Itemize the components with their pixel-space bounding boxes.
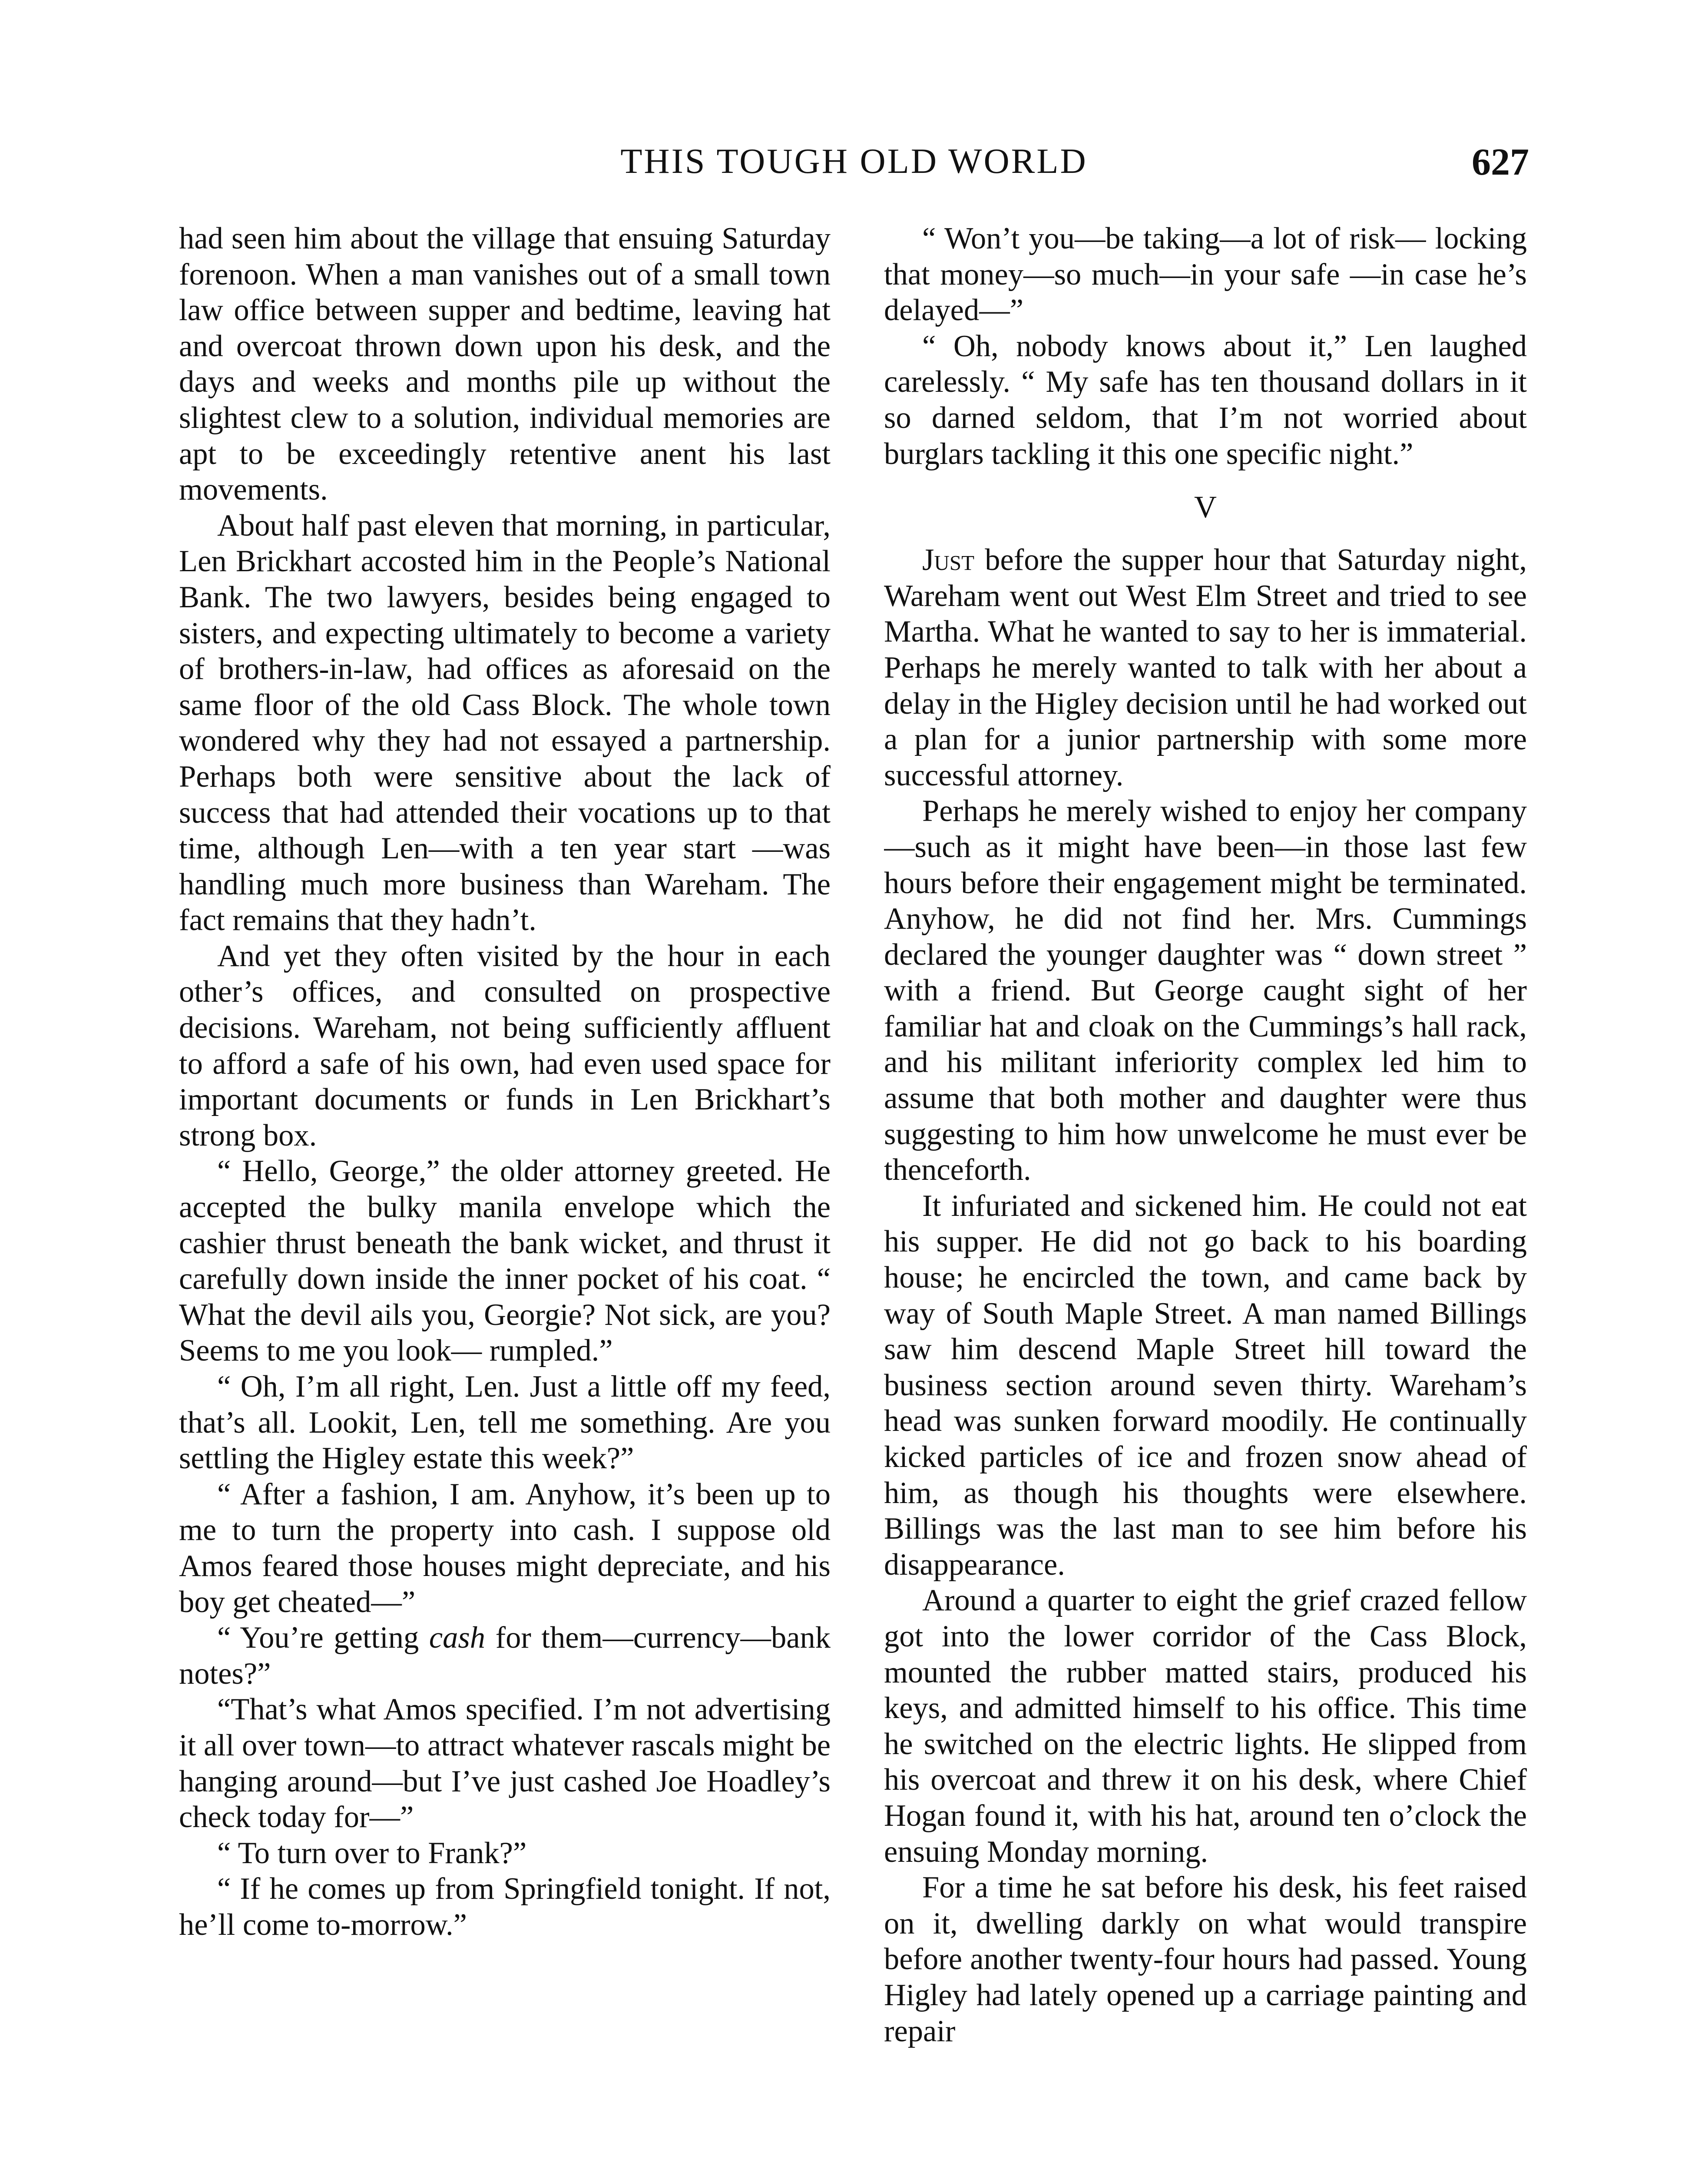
section-heading: V bbox=[1194, 490, 1217, 525]
paragraph-text: for them—currency—bank notes?” bbox=[179, 1621, 831, 1691]
right-column bbox=[884, 221, 1527, 2172]
paragraph: “ If he comes up from Springfield tonight. If not, he’ll come to-morrow.” bbox=[179, 1872, 831, 1942]
paragraph: Perhaps he merely wished to enjoy her company—such as it might have been—in those last few hours before their engagement might be terminated. Anyhow, he did not find her. Mrs. Cummings declared the younger daughter was “ down street ” with a friend. But George caught sight of her familiar hat and cloak on the Cummings’s hall rack, and his militant inferiority complex led him to assume that both mother and daughter were thus suggesting to him how unwelcome he must ever be thenceforth. bbox=[884, 794, 1527, 1187]
paragraph: “ Hello, George,” the older attorney greeted. He accepted the bulky manila envelope which the cashier thrust beneath the bank wicket, and thrust it carefully down inside the inner pocket of his coat. “ What the devil ails you, Georgie? Not sick, are you? Seems to me you look— rumpled.” bbox=[179, 1154, 831, 1368]
paragraph-text: “ You’re getting bbox=[217, 1621, 429, 1655]
paragraph: “ After a fashion, I am. Anyhow, it’s been up to me to turn the property into cash. I suppose old Amos feared those houses might depreciate, and his boy get cheated—” bbox=[179, 1477, 831, 1619]
emphasis-text: cash bbox=[429, 1621, 486, 1655]
paragraph bbox=[884, 542, 1527, 793]
paragraph: And yet they often visited by the hour in each other’s offices, and consulted on prospective decisions. Wareham, not being sufficiently affluent to afford a safe of his own, had even used space for important documents or funds in Len Brickhart’s strong box. bbox=[179, 939, 831, 1152]
paragraph: had seen him about the village that ensuing Saturday forenoon. When a man vanishes out of a small town law office between supper and bedtime, leaving hat and overcoat thrown down upon his desk, and the days and weeks and months pile up without the slightest clew to a solution, individual memories are apt to be exceedingly retentive anent his last movements. bbox=[179, 222, 831, 507]
paragraph: About half past eleven that morning, in particular, Len Brickhart accosted him in the People’s National Bank. The two lawyers, besides being engaged to sisters, and expecting ultimately to become a variety of brothers-in-law, had offices as aforesaid on the same floor of the old Cass Block. The whole town wondered why they had not essayed a partnership. Perhaps both were sensitive about the lack of success that had attended their vocations up to that time, although Len—with a ten year start —was handling much more business than Wareham. The fact remains that they hadn’t. bbox=[179, 508, 831, 937]
paragraph: For a time he sat before his desk, his feet raised on it, dwelling darkly on what would transpire before another twenty-four hours had passed. Young Higley had lately opened up a carriage painting and repair bbox=[884, 1871, 1527, 2048]
paragraph: “ Oh, nobody knows about it,” Len laughed carelessly. “ My safe has ten thousand dollars in it so darned seldom, that I’m not worried about burglars tackling it this one specific night.” bbox=[884, 329, 1527, 471]
left-column bbox=[179, 221, 831, 2172]
lead-in-text: Just bbox=[922, 543, 975, 577]
paragraph bbox=[179, 1620, 831, 1692]
paragraph: “ Oh, I’m all right, Len. Just a little off my feed, that’s all. Lookit, Len, tell me something. Are you settling the Higley estate this week?” bbox=[179, 1370, 831, 1476]
running-title: THIS TOUGH OLD WORLD bbox=[620, 141, 1088, 181]
paragraph: “That’s what Amos specified. I’m not advertising it all over town—to attract whatever rascals might be hanging around—but I’ve just cashed Joe Hoadley’s check today for—” bbox=[179, 1692, 831, 1834]
paragraph: It infuriated and sickened him. He could not eat his supper. He did not go back to his boarding house; he encircled the town, and came back by way of South Maple Street. A man named Billings saw him descend Maple Street hill toward the business section around seven thirty. Wareham’s head was sunken forward moodily. He continually kicked particles of ice and frozen snow ahead of him, as though his thoughts were elsewhere. Billings was the last man to see him before his disappearance. bbox=[884, 1189, 1527, 1582]
page-number: 627 bbox=[1472, 141, 1529, 183]
paragraph: “ Won’t you—be taking—a lot of risk— locking that money—so much—in your safe —in case he’s delayed—” bbox=[884, 222, 1527, 328]
paragraph: “ To turn over to Frank?” bbox=[217, 1836, 527, 1870]
paragraph: Around a quarter to eight the grief crazed fellow got into the lower corridor of the Cass Block, mounted the rubber matted stairs, produced his keys, and admitted himself to his office. This time he switched on the electric lights. He slipped from his overcoat and threw it on his desk, where Chief Hogan found it, with his hat, around ten o’clock the ensuing Monday morning. bbox=[884, 1583, 1527, 1869]
paragraph-text: before the supper hour that Saturday night, Wareham went out West Elm Street and tried to see Martha. What he wanted to say to her is immaterial. Perhaps he merely wanted to talk with her about a delay in the Higley decision until he had worked out a plan for a junior partnership with some more successful attorney. bbox=[884, 543, 1527, 792]
